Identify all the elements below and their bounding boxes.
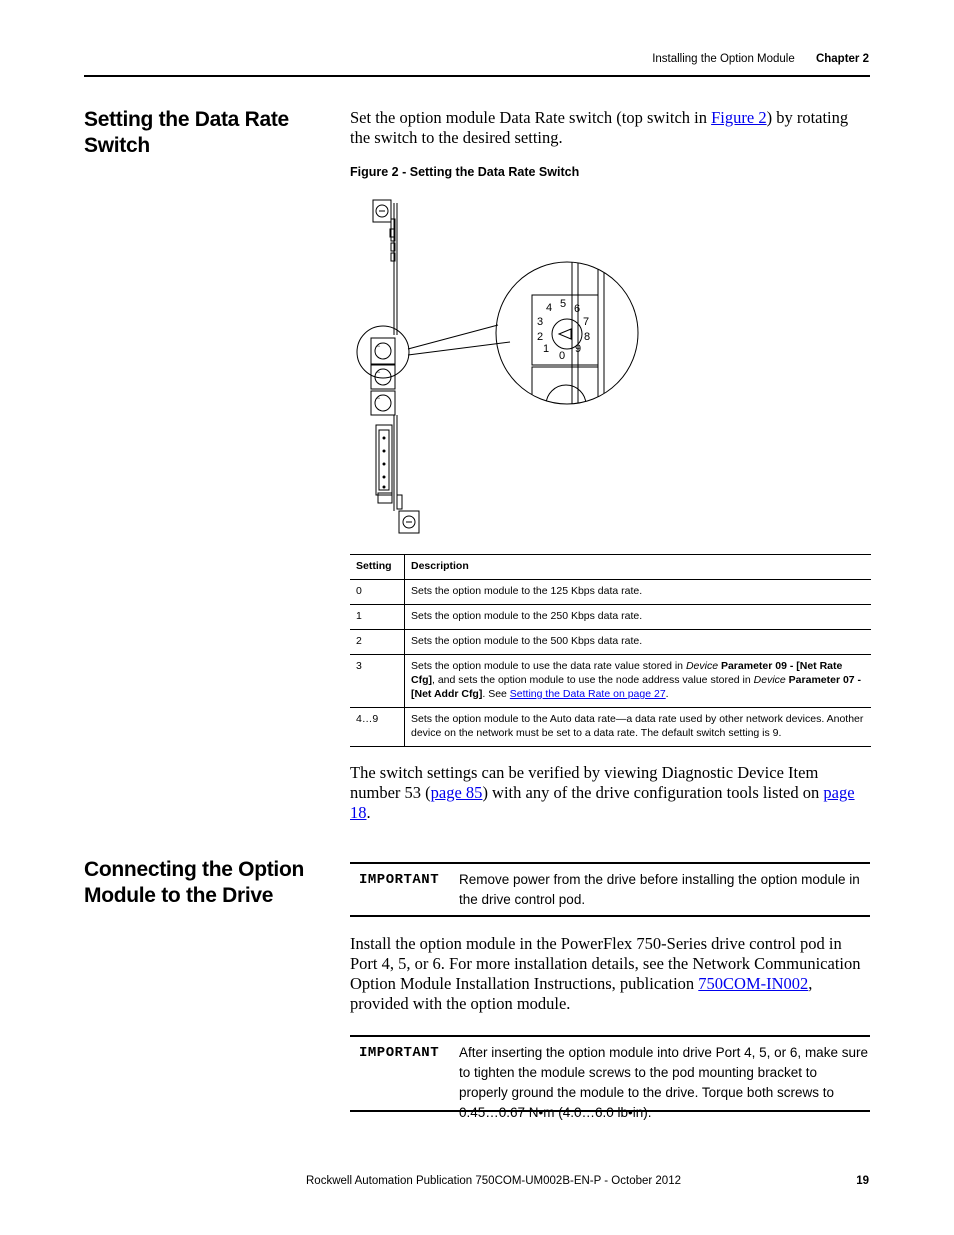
description-cell: Sets the option module to the 500 Kbps data rate. [405, 630, 872, 655]
desc-parameter-07: Parameter 07 - [Net Addr Cfg] [411, 674, 862, 700]
page-number: 19 [856, 1175, 869, 1187]
table-row [350, 708, 871, 747]
dial-digit-2: 2 [536, 331, 544, 343]
section-heading-data-rate: Setting the Data Rate Switch [84, 108, 289, 157]
desc-text: Sets the option module to use the data rate value stored in [411, 660, 686, 672]
svg-text:•••: ••• [377, 396, 381, 400]
table-row [350, 605, 871, 630]
intro-text-end: ) by rotating the switch to the desired setting. [350, 108, 849, 147]
data-rate-switch-figure [350, 195, 650, 540]
important-notice-torque [350, 1035, 870, 1120]
dial-digits [537, 298, 590, 362]
description-cell: Sets the option module to the 125 Kbps data rate. [405, 580, 872, 605]
table-row [350, 580, 871, 605]
setting-cell: 0 [350, 580, 405, 605]
setting-cell: 2 [350, 630, 405, 655]
desc-text: . [665, 688, 669, 700]
page-18-link[interactable]: page 18 [350, 783, 855, 822]
description-cell [405, 655, 872, 708]
important-text: After inserting the option module into drive Port 4, 5, or 6, make sure to tighten the module screws to the pod mounting bracket to properly ground the module to the drive. Torque both screws to 0.45…0.67 N•m (4.0…6.0 lb•in). [459, 1045, 868, 1120]
running-header [652, 53, 869, 65]
desc-text: , and sets the option module to use the node address value stored in [432, 674, 754, 686]
page-85-link[interactable]: page 85 [430, 783, 483, 802]
setting-cell: 1 [350, 605, 405, 630]
table-header-row [350, 555, 871, 580]
verify-paragraph [350, 763, 872, 823]
dial-digit-3: 3 [536, 316, 544, 328]
dial-digit-6: 6 [573, 303, 581, 315]
publication-750com-in002-link[interactable]: 750COM-IN002 [698, 974, 809, 993]
setting-data-rate-link[interactable]: Setting the Data Rate on page 27 [509, 688, 666, 700]
desc-device-italic: Device [685, 660, 719, 672]
install-paragraph [350, 934, 872, 1014]
svg-text:•••: ••• [377, 370, 381, 374]
desc-parameter-09: Parameter 09 - [Net Rate Cfg] [411, 660, 843, 686]
desc-text: . See [482, 688, 510, 700]
verify-text: The switch settings can be verified by viewing Diagnostic Device Item number 53 ( [350, 763, 819, 802]
column-header-description: Description [405, 555, 872, 580]
install-text-end: , provided with the option module. [350, 974, 813, 1013]
setting-cell: 3 [350, 655, 405, 708]
intro-paragraph [350, 108, 870, 148]
svg-text:•••: ••• [377, 344, 381, 348]
heading-line-1: Connecting the Option [84, 858, 305, 881]
dial-digit-1: 1 [542, 343, 550, 355]
footer-publication: Rockwell Automation Publication 750COM-UM002B-EN-P - October 2012 [306, 1175, 681, 1187]
important-notice-power [350, 862, 870, 917]
intro-text: Set the option module Data Rate switch (top switch in [350, 108, 712, 127]
dial-digit-9: 9 [574, 343, 582, 355]
dial-digit-5: 5 [559, 298, 567, 310]
section-heading-connecting [84, 857, 344, 909]
setting-cell: 4…9 [350, 708, 405, 747]
important-text: Remove power from the drive before installing the option module in the drive control pod. [459, 872, 860, 907]
dial-digit-7: 7 [582, 316, 590, 328]
important-label: IMPORTANT [359, 1045, 440, 1061]
figure-2-link[interactable]: Figure 2 [711, 108, 767, 127]
data-rate-settings-table [350, 554, 871, 747]
install-text: Install the option module in the PowerFlex 750-Series drive control pod in Port 4, 5, or 6. For more installation details, see the Network Communication Option Module Installation Instructions, publication [350, 934, 861, 993]
desc-device-italic: Device [753, 674, 786, 686]
description-cell: Sets the option module to the Auto data rate—a data rate used by other network devices. Another device on the network must be set to a data rate. The default switch setting is 9. [405, 708, 872, 747]
column-header-setting: Setting [350, 555, 405, 580]
figure-caption: Figure 2 - Setting the Data Rate Switch [350, 165, 580, 179]
dial-digit-0: 0 [558, 350, 566, 362]
verify-text-end: . [366, 803, 371, 822]
heading-line-2: Module to the Drive [84, 884, 274, 907]
header-chapter: Chapter 2 [815, 53, 869, 65]
dial-digit-8: 8 [583, 331, 591, 343]
table-row [350, 630, 871, 655]
header-rule [84, 75, 870, 77]
verify-text-mid: ) with any of the drive configuration tools listed on [482, 783, 824, 802]
dial-digit-4: 4 [545, 302, 553, 314]
table-row [350, 655, 871, 708]
header-section-title: Installing the Option Module [652, 53, 795, 65]
important-label: IMPORTANT [359, 872, 440, 888]
description-cell: Sets the option module to the 250 Kbps data rate. [405, 605, 872, 630]
